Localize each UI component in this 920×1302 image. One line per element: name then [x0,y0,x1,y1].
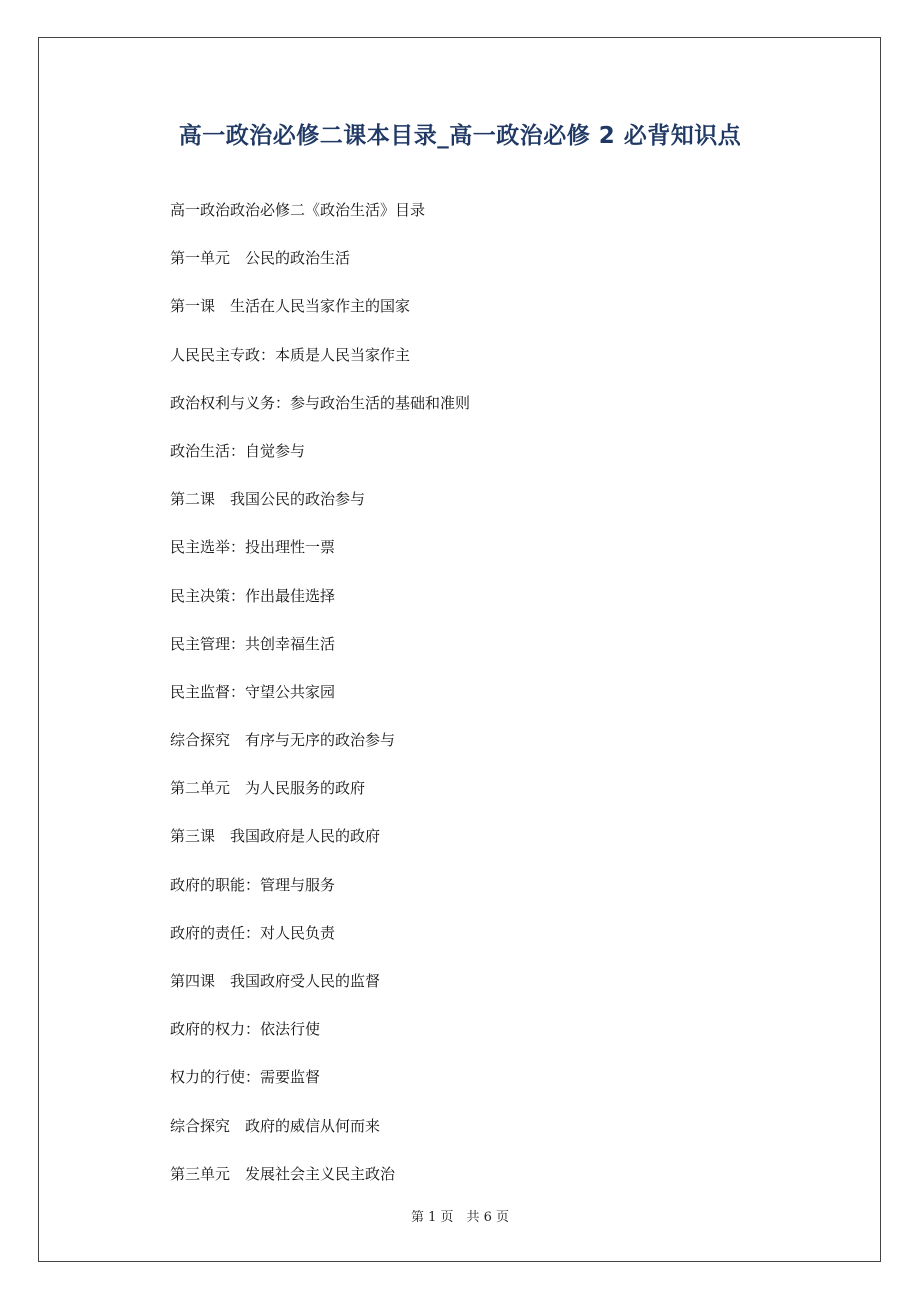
toc-line: 政府的责任：对人民负责 [170,923,336,942]
toc-line: 政府的权力：依法行使 [170,1020,321,1039]
toc-line: 民主选举：投出理性一票 [170,538,336,557]
toc-line: 民主管理：共创幸福生活 [170,634,336,653]
toc-line: 第一单元 公民的政治生活 [170,249,351,268]
toc-line: 政治权利与义务：参与政治生活的基础和准则 [170,393,471,412]
toc-list [170,199,470,1211]
document-title: 高一政治必修二课本目录_高一政治必修 2 必背知识点 [178,123,742,149]
toc-line: 政治生活：自觉参与 [170,441,306,460]
toc-line: 权力的行使：需要监督 [170,1068,321,1087]
toc-line: 政府的职能：管理与服务 [170,875,336,894]
toc-line: 高一政治政治必修二《政治生活》目录 [170,201,426,219]
toc-line: 第一课 生活在人民当家作主的国家 [170,297,411,316]
toc-line: 第三单元 发展社会主义民主政治 [170,1164,396,1183]
toc-line: 综合探究 政府的威信从何而来 [170,1116,381,1135]
toc-line: 综合探究 有序与无序的政治参与 [170,731,396,750]
page-number-footer: 第 1 页 共 6 页 [410,1210,510,1225]
toc-line: 第三课 我国政府是人民的政府 [170,827,381,846]
toc-line: 民主监督：守望公共家园 [170,682,336,701]
toc-line: 民主决策：作出最佳选择 [170,586,336,605]
toc-line: 人民民主专政：本质是人民当家作主 [170,345,411,364]
toc-line: 第二单元 为人民服务的政府 [170,779,366,798]
toc-line: 第四课 我国政府受人民的监督 [170,972,381,990]
toc-line: 第二课 我国公民的政治参与 [170,490,366,509]
